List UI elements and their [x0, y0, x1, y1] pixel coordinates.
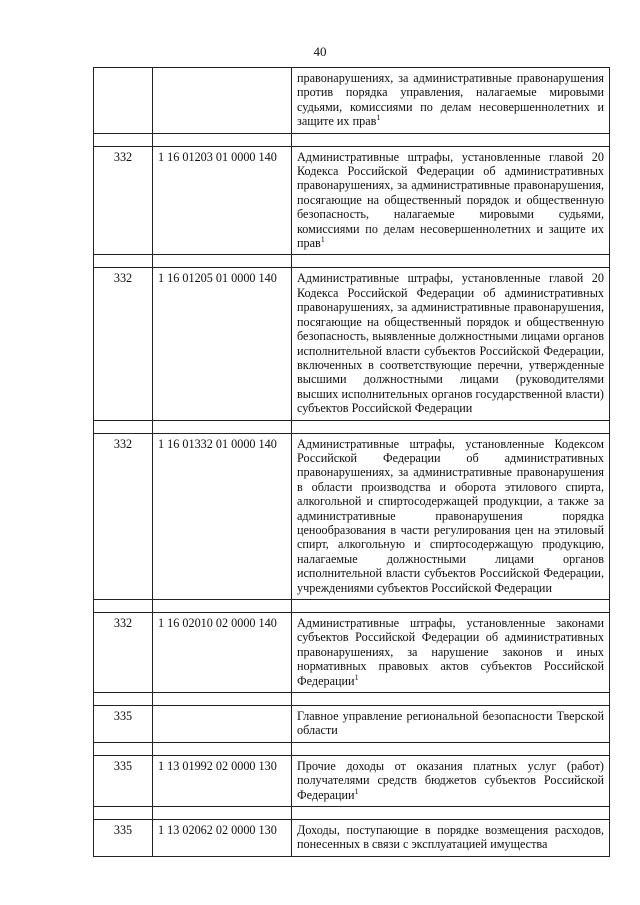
description-text: Административные штрафы, установленные главой 20 Кодекса Российской Федерации об административных правонарушениях, за административные правонарушения, посягающие на общественный порядок и общественную безопасность, налагаемые мировыми судьями, комиссиями по делам несовершеннолетних и защите их прав: [297, 149, 604, 251]
table-row: [94, 820, 610, 857]
footnote-mark: 1: [354, 672, 359, 682]
table-row: [94, 613, 610, 693]
description-text: Административные штрафы, установленные законами субъектов Российской Федерации об административных правонарушениях, за нарушение законов и иных нормативных правовых актов субъектов Российской Федерации: [297, 616, 604, 688]
budget-code-cell: 1 16 02010 02 0000 140: [153, 613, 292, 693]
admin-code-cell: 335: [94, 755, 153, 806]
description-text: правонарушениях, за административные правонарушения против порядка управления, налагаемые мировыми судьями, комиссиями по делам несовершеннолетних и защите их прав: [297, 71, 604, 129]
description-cell: [292, 755, 610, 806]
table-row: [94, 146, 610, 255]
budget-code-cell: [153, 706, 292, 743]
description-text: Административные штрафы, установленные Кодексом Российской Федерации об административных правонарушениях, за административные правонарушения в области производства и оборота этилового спирта, алкогольной и спиртосодержащей продукции, а также за административные правонарушения порядка ценообразования в части регулирования цен на этиловый спирт, алкогольную и спиртосодержащую продукцию, налагаемые должностными лицами органов исполнительной власти субъектов Российской Федерации, учреждениями субъектов Российской Федерации: [297, 436, 604, 595]
description-cell: [292, 706, 610, 743]
footnote-mark: 1: [320, 235, 325, 245]
table-row: [94, 68, 610, 134]
description-text: Прочие доходы от оказания платных услуг (работ) получателями средств бюджетов субъектов Российской Федерации: [297, 758, 604, 802]
description-cell: [292, 613, 610, 693]
budget-code-cell: [153, 68, 292, 134]
admin-code-cell: 332: [94, 146, 153, 255]
description-cell: [292, 820, 610, 857]
budget-code-cell: 1 13 01992 02 0000 130: [153, 755, 292, 806]
admin-code-cell: 335: [94, 706, 153, 743]
admin-code-cell: 332: [94, 613, 153, 693]
description-cell: [292, 146, 610, 255]
admin-code-cell: 335: [94, 820, 153, 857]
admin-code-cell: [94, 68, 153, 134]
budget-code-cell: 1 16 01203 01 0000 140: [153, 146, 292, 255]
budget-code-cell: 1 16 01332 01 0000 140: [153, 433, 292, 599]
footnote-mark: 1: [376, 113, 381, 123]
description-cell: [292, 268, 610, 420]
footnote-mark: 1: [354, 786, 359, 796]
table-row: [94, 268, 610, 420]
table-row: [94, 706, 610, 743]
description-text: Административные штрафы, установленные главой 20 Кодекса Российской Федерации об административных правонарушениях, за административные правонарушения, посягающие на общественный порядок и общественную безопасность, выявленные должностными лицами органов исполнительной власти субъектов Российской Федерации, включенных в соответствующие перечни, утвержденные высшими должностными лицами (руководителями высших исполнительных органов государственной власти) субъектов Российской Федерации: [297, 271, 604, 416]
description-text: Доходы, поступающие в порядке возмещения расходов, понесенных в связи с эксплуатацией имущества: [297, 823, 604, 852]
table-row: [94, 755, 610, 806]
description-text: Главное управление региональной безопасности Тверской области: [297, 709, 604, 738]
admin-code-cell: 332: [94, 268, 153, 420]
budget-code-cell: 1 13 02062 02 0000 130: [153, 820, 292, 857]
description-cell: [292, 68, 610, 134]
description-cell: [292, 433, 610, 599]
admin-code-cell: 332: [94, 433, 153, 599]
page-number: 40: [313, 44, 327, 59]
budget-code-cell: 1 16 01205 01 0000 140: [153, 268, 292, 420]
table-row: [94, 433, 610, 599]
budget-revenue-table: [93, 67, 610, 857]
